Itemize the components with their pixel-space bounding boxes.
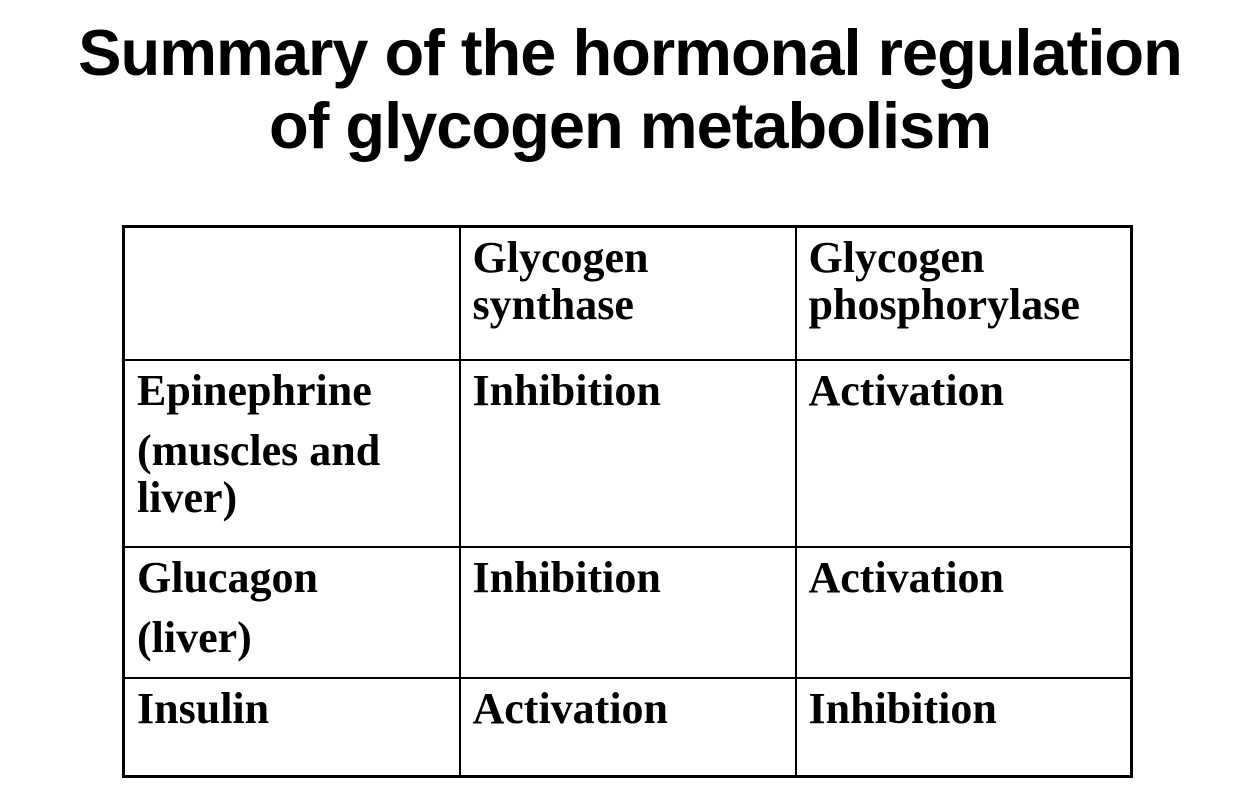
row-label-epinephrine: Epinephrine (muscles and liver): [124, 360, 460, 547]
slide-title-line-1: Summary of the hormonal regulation: [78, 16, 1182, 89]
cell-epinephrine-synthase: Inhibition: [460, 360, 796, 547]
row-label-glucagon: Glucagon (liver): [124, 547, 460, 678]
row-label-insulin: Insulin: [124, 678, 460, 777]
table-row-glucagon: [124, 547, 1132, 678]
header-cell-glycogen-phosphorylase: Glycogen phosphorylase: [796, 227, 1132, 360]
slide-title: [0, 16, 1260, 163]
slide-title-line-2: of glycogen metabolism: [268, 89, 991, 163]
cell-insulin-synthase: Activation: [460, 678, 796, 777]
cell-epinephrine-phosphorylase: Activation: [796, 360, 1132, 547]
cell-glucagon-phosphorylase: Activation: [796, 547, 1132, 678]
header-cell-glycogen-synthase: Glycogen synthase: [460, 227, 796, 360]
hormonal-regulation-table: [122, 225, 1133, 778]
table-row-insulin: [124, 678, 1132, 777]
cell-glucagon-synthase: Inhibition: [460, 547, 796, 678]
table-header-row: [124, 227, 1132, 360]
header-cell-empty: [124, 227, 460, 360]
cell-insulin-phosphorylase: Inhibition: [796, 678, 1132, 777]
table-row-epinephrine: [124, 360, 1132, 547]
